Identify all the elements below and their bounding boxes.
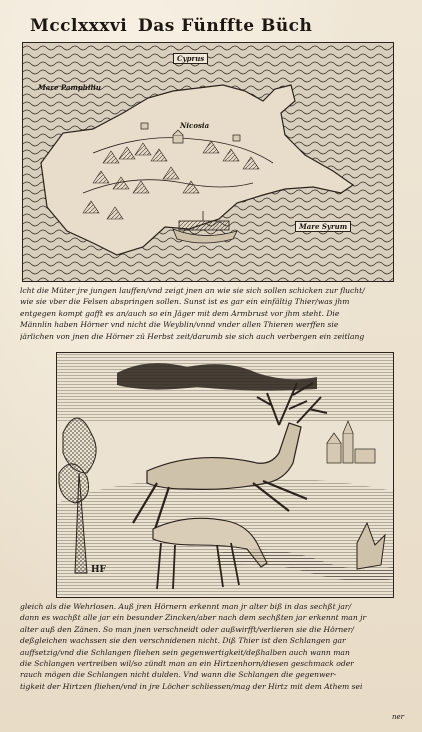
text-line: auffsetzig/vnd die Schlangen fliehen sein gegenwertigkeit/deßhalben auch wann man — [20, 647, 350, 657]
map-label-cyprus: Cyprus — [173, 53, 208, 64]
page-header — [30, 16, 390, 38]
cyprus-map-woodcut — [22, 42, 394, 282]
text-line: die Schlangen vertreiben wil/so zündt man an ein Hirtzenhorn/diesen geschmack oder — [20, 658, 354, 668]
folio-number: Mcclxxxvi — [30, 16, 128, 36]
body-text-upper — [20, 285, 404, 342]
text-line: gleich als die Wehrlosen. Auß jren Hörnern erkennt man jr alter biß in das sechßt jar/ — [20, 602, 352, 611]
text-line: rauch mögen die Schlangen nicht dulden. Vnd wann die Schlangen die gegenwer- — [20, 670, 337, 680]
text-line: deßgleichen wachssen sie den verschnidenen nicht. Diß Thier ist den Schlangen gar — [20, 636, 346, 646]
running-title: Das Fünffte Büch — [138, 16, 313, 36]
map-label-mare-syrum: Mare Syrum — [295, 221, 351, 232]
text-line: Männlin haben Hörner vnd nicht die Weyblin/vnnd vnder allen Thieren werffen sie — [20, 320, 339, 330]
text-line: järlichen von jnen die Hörner zü Herbst zeit/darumb sie sich auch verbergen ein zeitlang — [20, 331, 365, 341]
text-line: entgegen kompt gafft es an/auch so ein Jäger mit dem Armbrust vor jhm steht. Die — [20, 308, 340, 318]
map-label-nicosia: Nicosia — [180, 121, 210, 130]
text-line: alter auß den Zänen. So man jnen verschneidt oder außwirfft/verlieren sie die Hörner/ — [20, 624, 354, 634]
text-line: lcht die Müter jre jungen lauffen/vnd zeigt jnen an wie sie sich sollen schicken zur flucht/ — [20, 286, 365, 295]
text-line: wie sie vber die Felsen abspringen sollen. Sunst ist es gar ein einfältig Thier/was jhm — [20, 297, 350, 307]
deer-woodcut — [56, 352, 394, 598]
text-line: tigkeit der Hirtzen fliehen/vnd in jre Löcher schliessen/mag der Hirtz mit dem Athem sei — [20, 681, 363, 691]
map-illustration — [23, 43, 393, 281]
deer-illustration — [57, 353, 393, 597]
body-text-lower — [20, 601, 404, 692]
text-line: dann es wachßt alle jar ein besunder Zincken/aber nach dem sechßten jar erkennt man jr — [20, 613, 367, 623]
artist-monogram: HF — [91, 565, 106, 575]
map-label-mare-pamphilium: Mare Pamphiliu — [38, 83, 101, 92]
catchword: ner — [392, 713, 404, 721]
